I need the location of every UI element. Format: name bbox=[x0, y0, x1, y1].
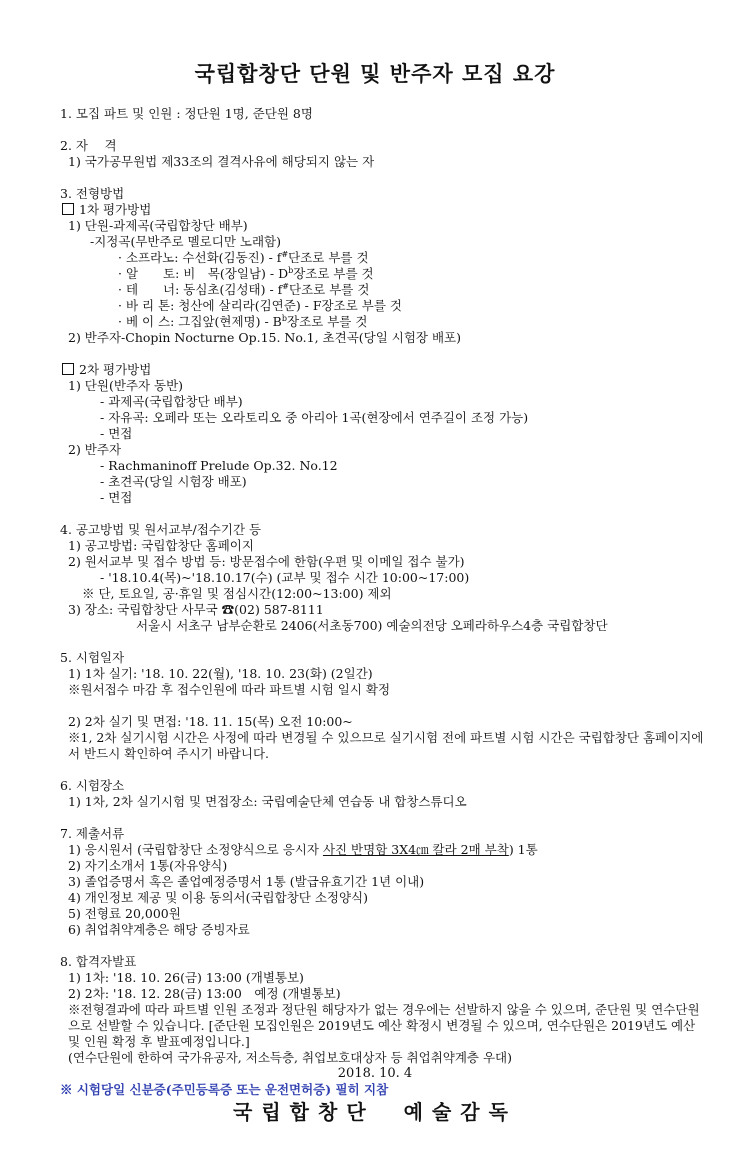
section-3-heading: 3. 전형방법 bbox=[60, 186, 125, 201]
section-3-item: 2) 반주자 bbox=[68, 442, 122, 457]
section-3-item: 1) 단원(반주자 동반) bbox=[68, 378, 184, 393]
document-body bbox=[60, 106, 710, 1098]
section-7-heading: 7. 제출서류 bbox=[60, 826, 125, 841]
section-1: 1. 모집 파트 및 인원 : 정단원 1명, 준단원 8명 bbox=[60, 106, 313, 121]
section-4-item: 1) 공고방법: 국립합창단 홈페이지 bbox=[68, 538, 254, 553]
section-2-item: 1) 국가공무원법 제33조의 결격사유에 해당되지 않는 자 bbox=[68, 154, 375, 169]
section-7-item: 5) 전형료 20,000원 bbox=[68, 906, 181, 921]
section-4-address: 서울시 서초구 남부순환로 2406(서초동700) 예술의전당 오페라하우스4층 국립합창단 bbox=[136, 618, 608, 633]
section-4-heading: 4. 공고방법 및 원서교부/접수기간 등 bbox=[60, 522, 262, 537]
section-8-note: ※전형결과에 따라 파트별 인원 조정과 정단원 해당자가 없는 경우에는 선발하지 않을 수 있으며, 준단원 및 연수단원으로 선발할 수 있습니다. [준단원 모집인원은 2019년도 예산 확정시 변경될 수 있으며, 연수단원은 2019년도 예산 및 인원 확정 후 발표예정입니다.] bbox=[68, 1002, 700, 1049]
section-8-note: (연수단원에 한하여 국가유공자, 저소득층, 취업보호대상자 등 취업취약계층 우대) bbox=[68, 1050, 512, 1065]
section-3-item: 1) 단원-과제곡(국립합창단 배부) bbox=[68, 218, 248, 233]
section-5-item: 2) 2차 실기 및 면접: '18. 11. 15(목) 오전 10:00~ bbox=[68, 714, 353, 729]
round-2-heading: 2차 평가방법 bbox=[60, 362, 710, 378]
document-date: 2018. 10. 4 bbox=[337, 1066, 413, 1081]
section-5-item: 1) 1차 실기: '18. 10. 22(월), '18. 10. 23(화) (2일간) bbox=[68, 666, 373, 681]
section-3-item: - 면접 bbox=[100, 490, 133, 505]
section-7-item: 6) 취업취약계층은 해당 증빙자료 bbox=[68, 922, 250, 937]
part-soprano: · 소프라노: 수선화(김동진) - f#단조로 부를 것 bbox=[118, 249, 369, 265]
signature: 국립합창단 예술감독 bbox=[233, 1100, 517, 1124]
section-3-item: 2) 반주자-Chopin Nocturne Op.15. No.1, 초견곡(당일 시험장 배포) bbox=[68, 330, 461, 345]
section-7-item: 3) 졸업증명서 혹은 졸업예정증명서 1통 (발급유효기간 1년 이내) bbox=[68, 874, 425, 889]
section-3-item: - 면접 bbox=[100, 426, 133, 441]
section-8-item: 1) 1차: '18. 10. 26(금) 13:00 (개별통보) bbox=[68, 970, 304, 985]
section-7-item: 4) 개인정보 제공 및 이용 동의서(국립합창단 소정양식) bbox=[68, 890, 368, 905]
round-1-heading: 1차 평가방법 bbox=[60, 202, 710, 218]
section-7-item: 2) 자기소개서 1통(자유양식) bbox=[68, 858, 228, 873]
section-8-item: 2) 2차: '18. 12. 28(금) 13:00 예정 (개별통보) bbox=[68, 986, 341, 1001]
checkbox-square-icon bbox=[62, 203, 74, 215]
part-alto: · 알 토: 비 목(장일남) - $D^b$장조로 부를 것 bbox=[118, 265, 374, 281]
section-2-heading: 2. 자 격 bbox=[60, 138, 117, 153]
section-3-item: -지정곡(무반주로 멜로디만 노래함) bbox=[90, 234, 281, 249]
section-3-item: - Rachmaninoff Prelude Op.32. No.12 bbox=[100, 458, 338, 473]
part-baritone: · 바 리 톤: 청산에 살리라(김연준) - F장조로 부를 것 bbox=[118, 298, 402, 313]
section-3-item: - 과제곡(국립합창단 배부) bbox=[100, 394, 243, 409]
section-5-note: ※1, 2차 실기시험 시간은 사정에 따라 변경될 수 있으므로 실기시험 전에 파트별 시험 시간은 국립합창단 홈페이지에서 반드시 확인하여 주시기 바랍니다. bbox=[68, 730, 704, 761]
id-notice: ※ 시험당일 신분증(주민등록증 또는 운전면허증) 필히 지참 bbox=[60, 1082, 389, 1097]
section-5-heading: 5. 시험일자 bbox=[60, 650, 125, 665]
section-6-heading: 6. 시험장소 bbox=[60, 778, 125, 793]
section-6-item: 1) 1차, 2차 실기시험 및 면접장소: 국립예술단체 연습동 내 합창스튜디오 bbox=[68, 794, 467, 809]
section-4-item: - '18.10.4(목)~'18.10.17(수) (교부 및 접수 시간 10:00~17:00) bbox=[100, 570, 470, 585]
section-4-note: ※ 단, 토요일, 공·휴일 및 점심시간(12:00~13:00) 제외 bbox=[82, 586, 392, 601]
section-4-item: 2) 원서교부 및 접수 방법 등: 방문접수에 한함(우편 및 이메일 접수 불가) bbox=[68, 554, 465, 569]
checkbox-square-icon bbox=[62, 363, 74, 375]
section-3-item: - 초견곡(당일 시험장 배포) bbox=[100, 474, 247, 489]
section-5-note: ※원서접수 마감 후 접수인원에 따라 파트별 시험 일시 확정 bbox=[68, 682, 391, 697]
part-tenor: · 테 너: 동심초(김성태) - f#단조로 부를 것 bbox=[118, 281, 370, 297]
part-bass: · 베 이 스: 그집앞(현제명) - $B^b$장조로 부를 것 bbox=[118, 313, 368, 329]
section-8-heading: 8. 합격자발표 bbox=[60, 954, 137, 969]
section-4-item: 3) 장소: 국립합창단 사무국 ☎(02) 587-8111 bbox=[68, 602, 324, 617]
section-7-item: 1) 응시원서 (국립합창단 소정양식으로 응시자 사진 반명함 3X4㎝ 칼라 2매 부착) 1통 bbox=[68, 842, 538, 857]
section-3-item: - 자유곡: 오페라 또는 오라토리오 중 아리아 1곡(현장에서 연주길이 조정 가능) bbox=[100, 410, 529, 425]
page-title: 국립합창단 단원 및 반주자 모집 요강 bbox=[194, 61, 556, 86]
photo-requirement: 사진 반명함 3X4㎝ 칼라 2매 부착 bbox=[322, 842, 509, 857]
